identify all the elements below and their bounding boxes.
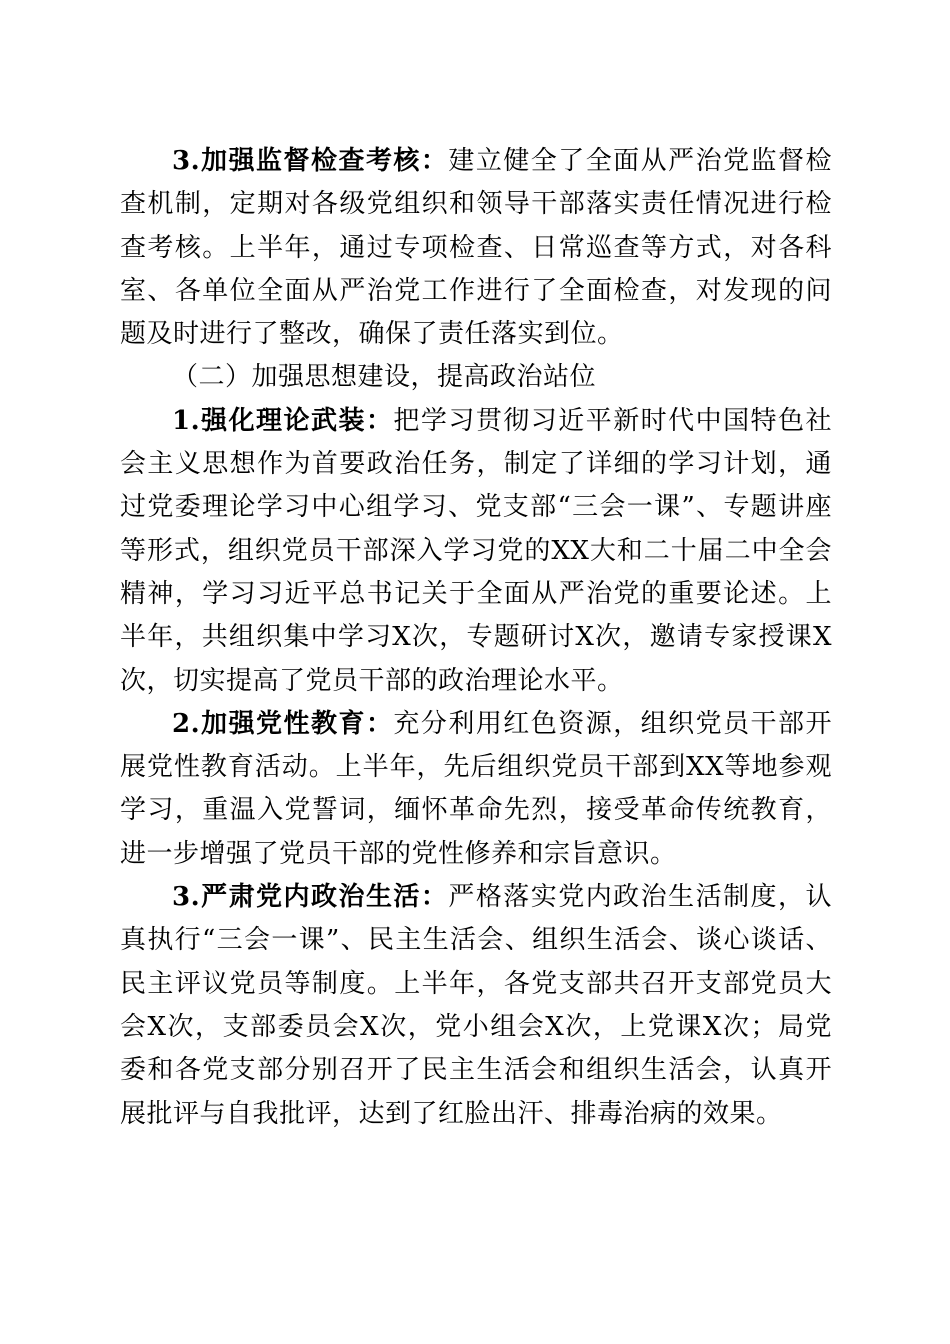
paragraph-text: 严格落实党内政治生活制度，认真执行“三会一课”、民主生活会、组织生活会、谈心谈话、民主评议党员等制度。上半年，各党支部共召开支部党员大会X次，支部委员会X次，党小组会X次，上党课X次；局党委和各党支部分别召开了民主生活会和组织生活会，认真开展批评与自我批评，达到了红脸出汗、排毒治病的效果。 bbox=[120, 882, 832, 1129]
paragraph-text: 把学习贯彻习近平新时代中国特色社会主义思想作为首要政治任务，制定了详细的学习计划，通过党委理论学习中心组学习、党支部“三会一课”、专题讲座等形式，组织党员干部深入学习党的XX大和二十届二中全会精神，学习习近平总书记关于全面从严治党的重要论述。上半年，共组织集中学习X次，专题研讨X次，邀请专家授课X次，切实提高了党员干部的政治理论水平。 bbox=[120, 405, 832, 696]
paragraph-text: 充分利用红色资源，组织党员干部开展党性教育活动。上半年，先后组织党员干部到XX等地参观学习，重温入党誓词，缅怀革命先烈，接受革命传统教育，进一步增强了党员干部的党性修养和宗旨意识。 bbox=[120, 708, 832, 869]
paragraph-supervision bbox=[120, 140, 832, 356]
document-body bbox=[120, 140, 832, 1136]
paragraph-political-life bbox=[120, 876, 832, 1136]
section-heading: （二）加强思想建设，提高政治站位 bbox=[172, 362, 597, 393]
paragraph-lead: 3.加强监督检查考核： bbox=[172, 146, 449, 176]
paragraph-theory bbox=[120, 400, 832, 703]
paragraph-lead: 3.严肃党内政治生活： bbox=[172, 882, 449, 913]
paragraph-lead: 1.强化理论武装： bbox=[172, 405, 394, 436]
paragraph-text: 建立健全了全面从严治党监督检查机制，定期对各级党组织和领导干部落实责任情况进行检查考核。上半年，通过专项检查、日常巡查等方式，对各科室、各单位全面从严治党工作进行了全面检查，对发现的问题及时进行了整改，确保了责任落实到位。 bbox=[120, 146, 832, 350]
paragraph-lead: 2.加强党性教育： bbox=[172, 708, 394, 739]
paragraph-party-education bbox=[120, 703, 832, 876]
